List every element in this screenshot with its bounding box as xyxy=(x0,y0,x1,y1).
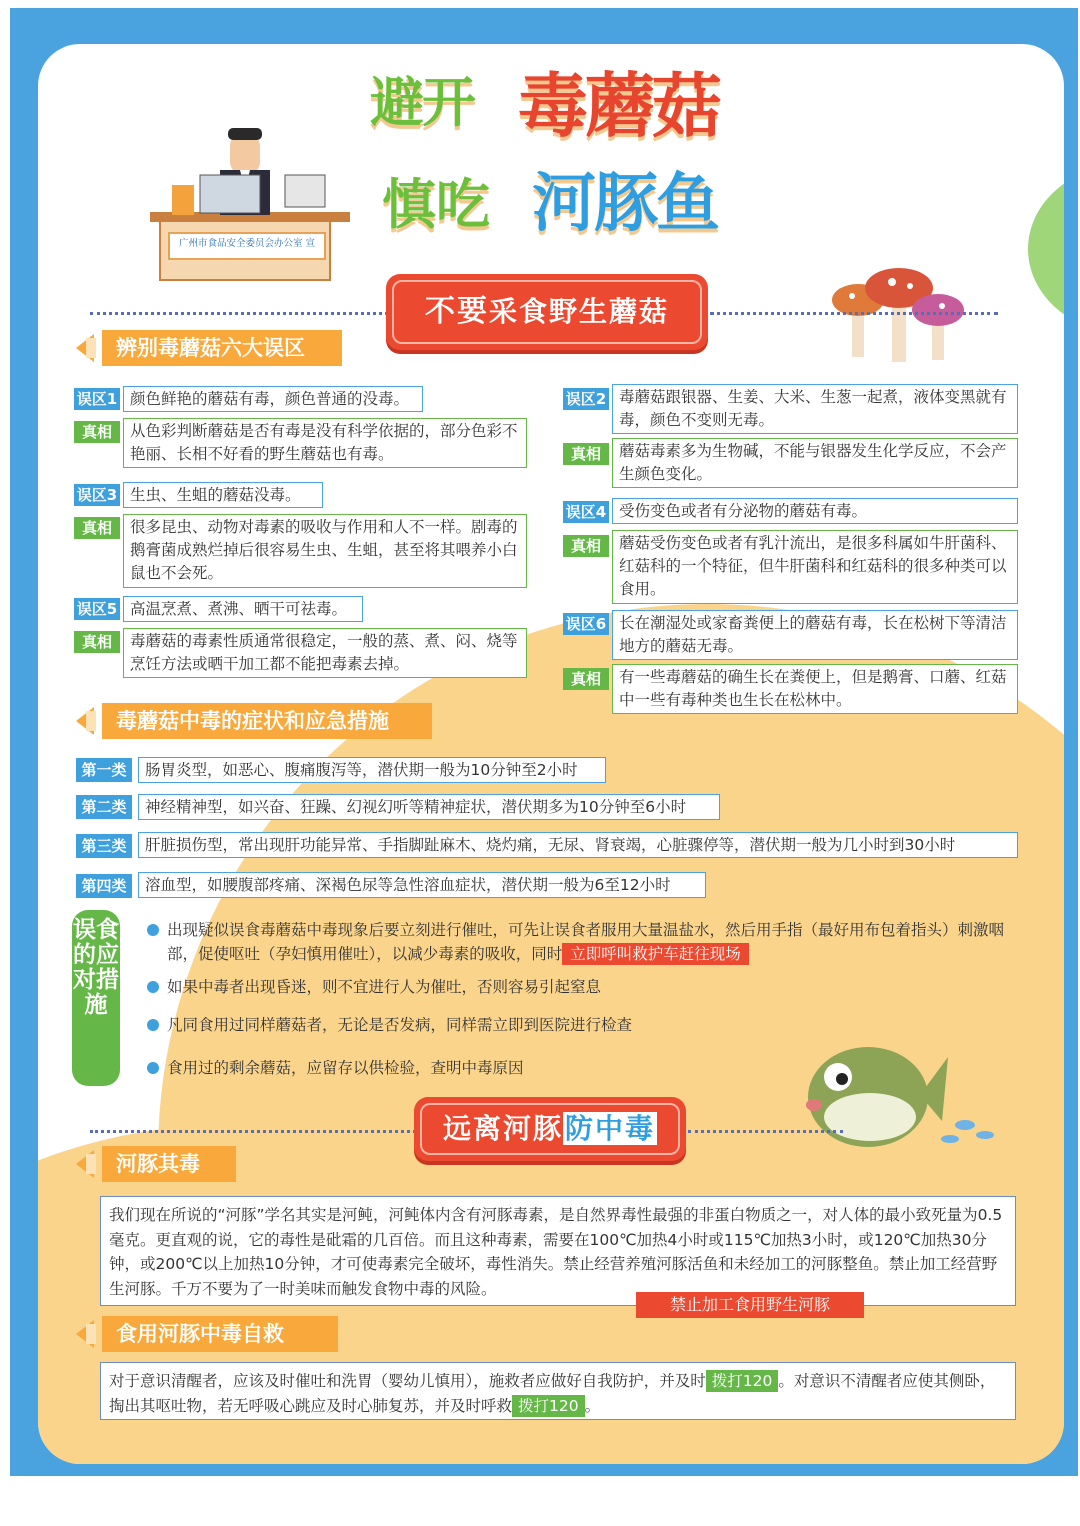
puffer-ban-highlight: 禁止加工食用野生河豚 xyxy=(636,1292,864,1318)
call-120-highlight: 拨打120 xyxy=(512,1395,585,1417)
office-illustration xyxy=(140,120,355,285)
type-tag: 第三类 xyxy=(76,834,132,858)
mushroom-icon xyxy=(822,262,982,372)
banner2-text: 远离河豚 xyxy=(442,1112,563,1145)
title-line2-b: 河豚鱼 xyxy=(532,167,718,241)
type-tag: 第四类 xyxy=(76,874,132,898)
response-label: 误食的应对措施 xyxy=(72,910,120,1086)
truth-text: 蘑菇受伤变色或者有乳汁流出，是很多科属如牛肝菌科、红菇科的一个特征，但牛肝菌科和红菇科的很多种类可以食用。 xyxy=(612,530,1018,604)
banner2-emphasis: 防中毒 xyxy=(565,1112,656,1145)
truth-tag: 真相 xyxy=(563,535,609,557)
myth-tag: 误区1 xyxy=(74,388,120,410)
title-line2-a: 慎吃 xyxy=(382,173,490,236)
truth-tag: 真相 xyxy=(563,443,609,465)
call-120-highlight: 拨打120 xyxy=(706,1370,779,1392)
rescue-text-b: 。对意识不清醒者应使其侧卧，掏出其呕吐物，若无呼吸心跳应及时心肺复苏，并及时呼救 xyxy=(109,1372,996,1415)
response-item: 如果中毒者出现昏迷，则不宜进行人为催吐，否则容易引起窒息 xyxy=(167,975,1017,999)
truth-tag: 真相 xyxy=(74,421,120,443)
pufferfish-icon xyxy=(800,1035,1000,1155)
dotted-line xyxy=(688,1130,843,1133)
myth-text: 高温烹煮、煮沸、晒干可祛毒。 xyxy=(123,596,363,622)
truth-text: 从色彩判断蘑菇是否有毒是没有科学依据的，部分色彩不艳丽、长相不好看的野生蘑菇也有毒。 xyxy=(123,418,527,468)
myth-tag: 误区2 xyxy=(563,388,609,410)
type-text: 肠胃炎型，如恶心、腹痛腹泻等，潜伏期一般为10分钟至2小时 xyxy=(138,757,606,783)
dotted-line xyxy=(710,312,998,315)
myth-text: 毒蘑菇跟银器、生姜、大米、生葱一起煮，液体变黑就有毒，颜色不变则无毒。 xyxy=(612,384,1018,434)
truth-tag: 真相 xyxy=(74,517,120,539)
self-rescue-paragraph xyxy=(100,1362,1016,1420)
green-background-shape xyxy=(1028,164,1064,334)
truth-tag: 真相 xyxy=(563,668,609,690)
rescue-text-a: 对于意识清醒者，应该及时催吐和洗胃（婴幼儿慎用），施救者应做好自我防护，并及时 xyxy=(109,1372,706,1390)
type-tag: 第二类 xyxy=(76,795,132,819)
type-text: 肝脏损伤型，常出现肝功能异常、手指脚趾麻木、烧灼痛，无尿、肾衰竭，心脏骤停等，潜伏期一般为几小时到30小时 xyxy=(138,832,1018,858)
myth-text: 生虫、生蛆的蘑菇没毒。 xyxy=(123,482,323,508)
myth-tag: 误区5 xyxy=(74,598,120,620)
banner-no-wild-mushrooms xyxy=(386,274,708,350)
response-1-text: 出现疑似误食毒蘑菇中毒现象后要立刻进行催吐，可先让误食者服用大量温盐水，然后用手指（最好用布包着指头）刺激咽部，促使呕吐（孕妇慎用催吐），以减少毒素的吸收，同时 xyxy=(167,921,1005,963)
response-item xyxy=(167,918,1017,966)
response-item: 食用过的剩余蘑菇，应留存以供检验，查明中毒原因 xyxy=(167,1056,1017,1080)
section-heading-symptoms: 毒蘑菇中毒的症状和应急措施 xyxy=(102,703,432,739)
title-line1-b: 毒蘑菇 xyxy=(518,65,719,147)
rescue-text-c: 。 xyxy=(584,1396,601,1415)
myth-tag: 误区4 xyxy=(563,501,609,523)
truth-text: 蘑菇毒素多为生物碱，不能与银器发生化学反应，不会产生颜色变化。 xyxy=(612,438,1018,488)
myth-text: 颜色鲜艳的蘑菇有毒，颜色普通的没毒。 xyxy=(123,386,423,412)
dotted-line xyxy=(90,312,388,315)
myth-text: 长在潮湿处或家畜粪便上的蘑菇有毒，长在松树下等清洁地方的蘑菇无毒。 xyxy=(612,610,1018,660)
poster-title xyxy=(370,52,750,252)
call-ambulance-highlight: 立即呼叫救护车赶往现场 xyxy=(562,943,749,965)
section-heading-myths: 辨别毒蘑菇六大误区 xyxy=(102,330,342,366)
truth-text: 有一些毒蘑菇的确生长在粪便上，但是鹅膏、口蘑、红菇中一些有毒种类也生长在松林中。 xyxy=(612,664,1018,714)
truth-text: 毒蘑菇的毒素性质通常很稳定，一般的蒸、煮、闷、烧等烹饪方法或晒干加工都不能把毒素去掉。 xyxy=(123,628,527,678)
office-sign: 广州市食品安全委员会办公室 宣 xyxy=(168,232,326,260)
type-text: 神经精神型，如兴奋、狂躁、幻视幻听等精神症状，潜伏期多为10分钟至6小时 xyxy=(138,794,720,820)
dotted-line xyxy=(90,1130,416,1133)
banner1-emphasis: 不要 xyxy=(424,294,489,329)
banner1-text: 采食野生蘑菇 xyxy=(488,295,669,328)
type-text: 溶血型，如腰腹部疼痛、深褐色尿等急性溶血症状，潜伏期一般为6至12小时 xyxy=(138,872,706,898)
myth-tag: 误区6 xyxy=(563,613,609,635)
title-line1-a: 避开 xyxy=(370,71,474,134)
myth-tag: 误区3 xyxy=(74,484,120,506)
banner-avoid-pufferfish xyxy=(414,1097,686,1161)
truth-tag: 真相 xyxy=(74,631,120,653)
type-tag: 第一类 xyxy=(76,758,132,782)
section-heading-puffer-toxin: 河豚其毒 xyxy=(102,1146,236,1182)
response-item: 凡同食用过同样蘑菇者，无论是否发病，同样需立即到医院进行检查 xyxy=(167,1013,1017,1037)
myth-text: 受伤变色或者有分泌物的蘑菇有毒。 xyxy=(612,498,1018,524)
section-heading-self-rescue: 食用河豚中毒自救 xyxy=(102,1316,338,1352)
truth-text: 很多昆虫、动物对毒素的吸收与作用和人不一样。剧毒的鹅膏菌成熟烂掉后很容易生虫、生蛆，甚至将其喂养小白鼠也不会死。 xyxy=(123,514,527,588)
puffer-toxin-paragraph: 我们现在所说的“河豚”学名其实是河鲀，河鲀体内含有河豚毒素，是自然界毒性最强的非蛋白物质之一，对人体的最小致死量为0.5毫克。更直观的说，它的毒性是砒霜的几百倍。而且这种毒素，需要在100℃加热4小时或115℃加热3小时，或120℃加热30分钟，或200℃以上加热10分钟，才可使毒素完全破坏，毒性消失。禁止经营养殖河豚活鱼和未经加工的河豚整鱼。禁止加工经营野生河豚。千万不要为了一时美味而触发食物中毒的风险。 xyxy=(100,1196,1016,1306)
